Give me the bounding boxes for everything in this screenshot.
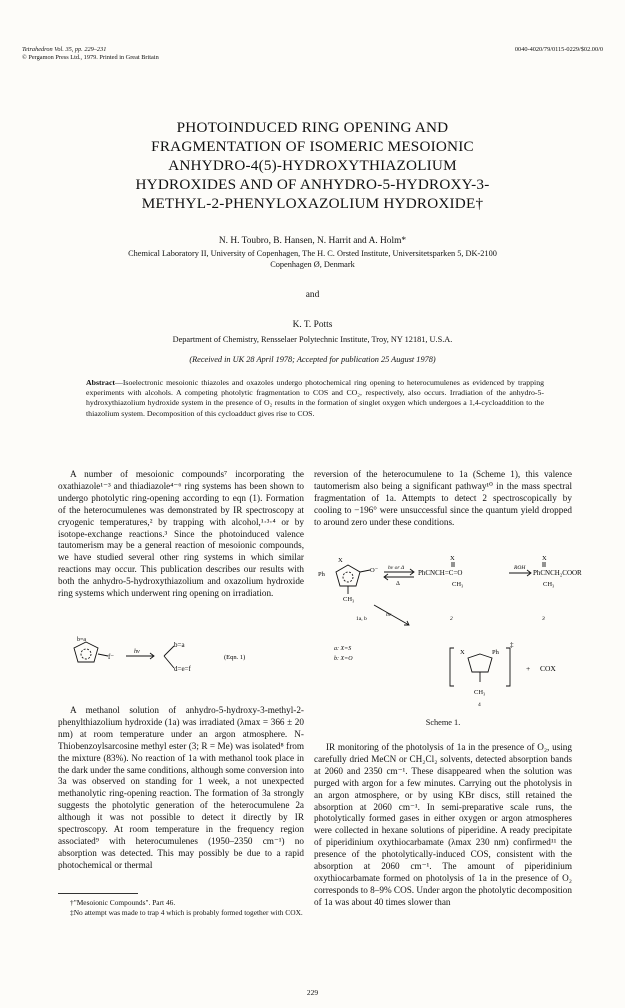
second-affiliation: Department of Chemistry, Rensselaer Polytechnic Institute, Troy, NY 12181, U.S.A. — [172, 335, 453, 344]
variant-b: b: X=O — [334, 656, 353, 662]
eqn-reactant-label: b=a — [77, 637, 87, 643]
x-label-4: X — [460, 649, 465, 656]
ring-delocalization — [343, 572, 353, 582]
methyl-label-3: CH₃ — [543, 581, 555, 588]
right-column-para-2 — [314, 742, 572, 909]
footnote-2: ‡No attempt was made to trap 4 which is probably formed together with COX. — [70, 907, 303, 917]
heterocumulene: PhCNCH=C=O — [418, 569, 463, 577]
title-line-5: METHYL-2-PHENYLOXAZOLIUM HYDROXIDE† — [141, 195, 484, 212]
left-column-para-2 — [58, 705, 304, 872]
eqn-product-top: b=a — [174, 641, 185, 649]
title-line-3: ANHYDRO-4(5)-HYDROXYTHIAZOLIUM — [168, 157, 457, 174]
ring-delocalization — [81, 649, 91, 659]
journal-citation — [22, 46, 159, 62]
x-label-3: X — [542, 555, 547, 562]
affiliation-line-2: Copenhagen Ø, Denmark — [270, 260, 355, 269]
body-paragraph: A number of mesoionic compounds⁷ incorporating the oxathiazole¹⁻³ and thiadiazole⁴⁻⁶ ring systems has been shown to undergo photolytic ring-opening according to eqn (1). Formation of the heterocumulenes was demonstrated by IR spectroscopy at cryogenic temperatures,² by trapping with alcohol,¹·³·⁴ or by isotope-exchange reactions.³ Since the photoinduced valence tautomerism may be a general reaction of mesoionic compounds, we have studied several other ring systems in which similar reactions may occur. This publication describes our results with both the anhydro-5-hydroxythiazolium and oxazolium hydroxide ring systems which underwent ring opening on irradiation. — [58, 469, 304, 599]
body-paragraph: IR monitoring of the photolysis of 1a in the presence of O₂, using carefully dried MeCN or CH₂Cl₂ solvents, detected absorption bands at 2060 and 2350 cm⁻¹. These disappeared when the solution was purged with argon for a few minutes. Carrying out the photolysis in an argon atmosphere, or by using KBr discs, still retained the absorption at 2060 cm⁻¹. In semi-preparative scale runs, the photolytically formed gases in either oxygen or argon atmospheres were collected in hexane solutions of piperidine. A ready precipitate of piperidinium oxythiocarbamate (λmax 230 nm) confirmed¹¹ the presence of the photolytically-induced COS, consistent with the absorption at 2060 cm⁻¹. The amount of piperidinium oxythiocarbamate formed on photolysis of 1a in the presence of O₂ corresponds to 8–9% COS. Under argon the photolytic decomposition of 1a was about 40 times slower than — [314, 742, 572, 907]
author-names: N. H. Toubro, B. Hansen, N. Harrit and A. Holm* — [218, 236, 407, 246]
eqn-anion-label: f⁻ — [108, 653, 115, 661]
bracket-right — [506, 648, 510, 686]
methyl-label-2: CH₃ — [452, 581, 464, 588]
journal-line: Tetrahedron Vol. 35, pp. 229–231 — [22, 46, 107, 53]
title-line-2: FRAGMENTATION OF ISOMERIC MESOIONIC — [151, 138, 474, 155]
footnote-1: †"Mesoionic Compounds". Part 46. — [70, 898, 176, 907]
article-title — [0, 118, 625, 213]
title-line-4: HYDROXIDES AND OF ANHYDRO-5-HYDROXY-3- — [135, 176, 490, 193]
exocyclic-bond — [98, 654, 108, 656]
photolysis-arrow — [374, 605, 409, 625]
compound-2-label: 2 — [450, 616, 453, 622]
x-label-2: X — [450, 555, 455, 562]
plus-sign: + — [526, 664, 531, 673]
eqn-hv-label: hν — [134, 649, 140, 655]
and-separator: and — [305, 290, 320, 300]
left-column-para-1 — [58, 469, 304, 600]
methyl-label-4: CH₃ — [474, 689, 486, 696]
abstract-text: —Isoelectronic mesoionic thiazoles and oxazoles undergo photochemical ring opening to heterocumulenes as evidenced by trapping experiments with alcohols. A competing photolytic fragmentation to COS and CO₂, respectively, also occurs. Irradiation of the anhydro-5-hydroxythiazolium hydroxide system in the presence of O₂ results in the formation of singlet oxygen which undergoes a 1,4-cycloaddition to the thiazolium system. Decomposition of this cycloadduct gives rise to COS. — [86, 378, 544, 418]
article-code: 0040-4020/79/0115-0229/$02.00/0 — [514, 46, 603, 53]
bicyclic-adduct — [468, 654, 492, 672]
abstract-label: Abstract — [86, 378, 116, 387]
roh-label: ROH — [514, 565, 526, 571]
page-number: 229 — [306, 988, 319, 997]
variant-a: a: X=S — [334, 646, 352, 652]
footnote-rule — [58, 893, 138, 894]
dagger-mark: ‡ — [510, 641, 514, 649]
hv-label: hν — [386, 612, 392, 618]
footnotes — [58, 898, 304, 917]
compound-3-label: 3 — [542, 616, 545, 622]
equation-1-figure — [64, 620, 304, 690]
phenyl-label: Ph — [318, 571, 325, 578]
arrow-condition: hν or Δ — [388, 565, 405, 571]
body-paragraph: reversion of the heterocumulene to 1a (Scheme 1), this valence tautomerism also being a significant pathway¹⁰ in the mass spectral fragmentation of 1a. Attempts to detect 2 spectroscopically by cooling to −196° were unsuccessful since the quantum yield dropped to around zero under these conditions. — [314, 469, 572, 527]
scheme-1-figure — [314, 550, 582, 725]
compound-4-label: 4 — [478, 702, 481, 708]
scheme-caption: Scheme 1. — [425, 718, 461, 727]
equation-number: (Eqn. 1) — [224, 654, 246, 661]
eqn-product-bottom: d=e=f — [174, 665, 191, 673]
publisher-line: © Pergamon Press Ltd., 1979. Printed in Great Britain — [22, 54, 159, 61]
affiliation-line-1: Chemical Laboratory II, University of Copenhagen, The H. C. Orsted Institute, Universitetsparken 5, DK-2100 — [128, 249, 497, 258]
right-column-para-1 — [314, 469, 572, 529]
title-line-1: PHOTOINDUCED RING OPENING AND — [176, 119, 449, 136]
received-dates: (Received in UK 28 April 1978; Accepted for publication 25 August 1978) — [189, 355, 436, 364]
compound-1ab-label: 1a, b — [356, 616, 367, 622]
ester-product: PhCNCH₂COOR — [533, 569, 582, 577]
affiliation — [0, 248, 625, 270]
delta-label: Δ — [396, 581, 400, 587]
x-label-1: X — [338, 557, 343, 564]
cox-product: COX — [540, 664, 556, 673]
methyl-label: CH₃ — [343, 596, 355, 603]
body-paragraph: A methanol solution of anhydro-5-hydroxy-3-methyl-2-phenylthiazolium hydroxide (1a) was irradiated (λmax = 366 ± 20 nm) at room temperature under an argon atmosphere. N-Thiobenzoylsarcosine methyl ester (3; R = Me) was isolated⁸ from the mixture (83%). No reaction of 1a with methanol took place in the dark under the same conditions, although some conversion into 3a was observed on standing for 1 week, a not unexpected methanolytic ring-opening reaction. The formation of 3a strongly suggests the photolytic generation of the heterocumulene 2a although it was not possible to detect it directly by IR spectroscopy. At room temperature in the frequency region associated⁹ with heterocumulenes (1950–2350 cm⁻¹) no absorption was detected. This may possibly be due to a rapid photochemical or thermal — [58, 705, 304, 870]
second-author: K. T. Potts — [292, 320, 333, 330]
abstract — [86, 378, 544, 419]
thiazolium-ring — [336, 565, 360, 586]
phenyl-label-2: Ph — [492, 649, 499, 656]
bracket-left — [450, 648, 454, 686]
oxide-label: O⁻ — [370, 567, 379, 574]
